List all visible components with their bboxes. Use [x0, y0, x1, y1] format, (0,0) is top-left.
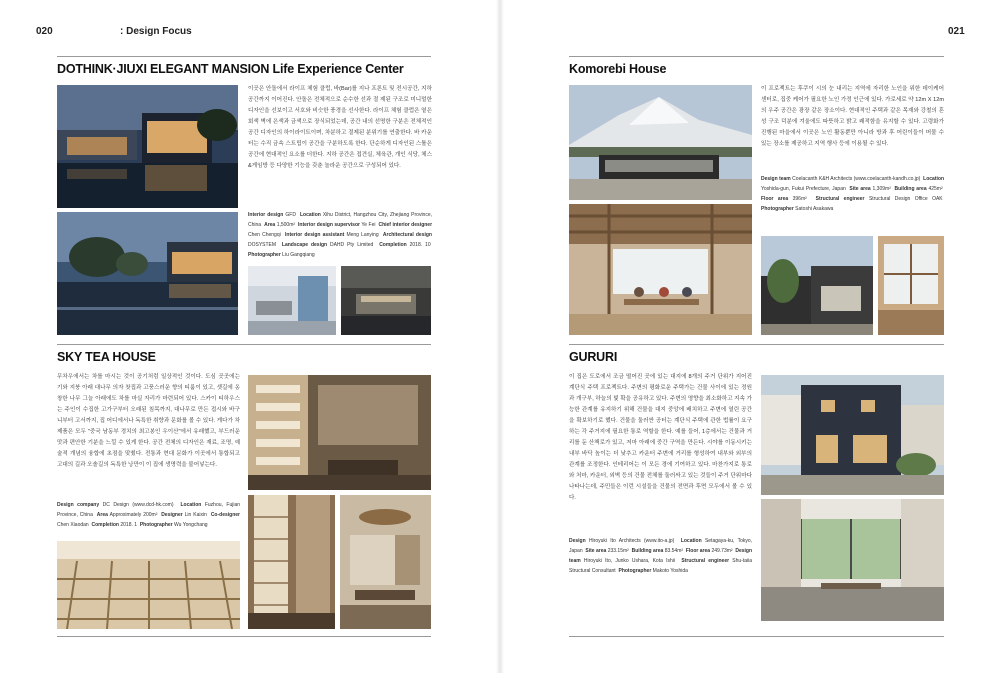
- credit-value: Structural Design Office OAK: [868, 196, 943, 202]
- credit-value: Approximately 200m²: [109, 512, 158, 518]
- tea-house-shelves-photo: [248, 375, 431, 490]
- credit-value: 2018. 10: [409, 242, 431, 248]
- komorebi-exterior-photo: [569, 85, 752, 200]
- credit-label: Chief interior designer: [378, 222, 433, 228]
- komorebi-interior-photo: [569, 204, 752, 335]
- credit-label: Interior design: [248, 212, 284, 218]
- left-page-number: 020: [36, 26, 53, 37]
- gururi-exterior-photo: [761, 375, 944, 495]
- credit-label: Designer: [161, 512, 183, 518]
- tea-house-floor-photo: [57, 541, 240, 629]
- credit-value: 2018. 1: [120, 522, 138, 528]
- credit-value: Liu Gangqiang: [282, 252, 315, 258]
- project-description: 무차우에서는 차를 마시는 것이 공기처럼 일상적인 것이다. 도심 곳곳에는 기와 지붕 아래 대나무 의자 찻집과 고풍스러운 향의 티룸이 있고, 셋길에 옹창한 나무 그늘 아래에도 차를 마실 자리가 마련되어 있다. 스카이 티하우스는 주인이 수집한 고가구부터 오래된 침목까지, 대나무로 만든 접시와 바구니부터 고서까지, 집 어디에서나 독특한 취향과 문화를 볼 수 있다. 게다가 차 제품은 모두 "중국 남동부 경치의 최고봉인 우이산"에서 유래했고, 부드러운 맛과 편안한 기분을 느낄 수 있게 한다. 공간 전체의 디자인은 재료, 조명, 예술적 개념의 융합에 초점을 맞췄다. 전통과 현대 문화가 이곳에서 통합되고 고대의 길과 오솔길의 독특한 낭만이 이 집에 생명력을 불어넣는다.: [57, 374, 240, 468]
- credit-label: Structural engineer: [815, 196, 865, 202]
- komorebi-facade-photo: [761, 236, 873, 335]
- credit-label: Co-designer: [210, 512, 240, 518]
- project-credits: [761, 174, 944, 214]
- project-description: 이 프로젝트는 후쿠이 시의 눈 내리는 지역에 자리한 노인을 위한 데이케어 센터로, 집중 케어가 필요한 노인 가정 인근에 있다. 가로세로 약 12m X 12m의 우주 공간은 광장 같은 장소이다. 현대적인 주택과 같은 목재와 강철의 혼성 구조 덕분에 겨울에도 따뜻하고 밝고 쾌적함을 유지할 수 있다. 고령화가 진행된 마을에서 이곳은 노인 활동뿐만 아니라 방과 후 어린이들이 머물 수 있는 장소를 제공하고 지역 행사 등에 이용될 수 있다.: [761, 86, 944, 147]
- credit-label: Area: [96, 512, 108, 518]
- credit-label: Floor area: [685, 548, 711, 554]
- credit-label: Site area: [849, 186, 871, 192]
- credit-label: Completion: [379, 242, 407, 248]
- credit-value: Fuzhou, Fujian Province, China: [57, 502, 241, 518]
- project-description: 이곳은 안돌에서 라이프 체험 클럽, 바(Bar)를 지나 프론트 및 전시공간, 지하 공간까지 이어진다. 안돌은 전체적으로 순수한 선과 절 제된 구조로 미니멀한 디자인을 선보이고 서호와 비슷한 풍경을 선사한다. 라이프 체험 클럽은 옅은 회색 벽에 은색과 금색으로 장식되었는데, 공간 내의 선명한 구분은 전체적인 공간 디자인의 하이라이트이며, 차분하고 절제된 분위기를 연출한다. 바 카운터는 수직 금속 스트립이 공간을 구분하도록 한다. 단순하게 디자인된 스툴은 공간에 현대적인 요소를 더한다. 지하 공간은 접견실, 체육관, 개인 식당, 체스&게임방 등 다양한 기능을 갖춘 놀라운 공간으로 구성되어 있다.: [248, 86, 432, 169]
- tea-house-bookcase-photo: [248, 495, 335, 629]
- credit-value: Yoshida-gun, Fukui Prefecture, Japan: [761, 186, 846, 192]
- credit-label: Photographer: [139, 522, 173, 528]
- credit-label: Floor area: [761, 196, 789, 202]
- divider-rule: [57, 56, 431, 57]
- divider-rule: [569, 344, 944, 345]
- credit-value: DAHD Pty Limited: [329, 242, 374, 248]
- tea-house-lamp-photo: [340, 495, 431, 629]
- credit-value: Lin Kaixin: [184, 512, 207, 518]
- credit-value: Chen Chengqi: [248, 232, 281, 238]
- project-credits: [57, 500, 240, 530]
- credit-label: Landscape design: [281, 242, 328, 248]
- credit-value: 233.15m²: [607, 548, 629, 554]
- mansion-exterior-photo: [57, 85, 238, 208]
- project-description: 이 집은 도로에서 조금 떨어진 곳에 있는 대지에 8개의 주거 단위가 지어진 계단식 주택 프로젝트다. 주변의 평화로운 주택가는 건물 사이에 있는 정원과 개구부, 하늘의 빛 확을 공유하고 있다. 주변의 영향을 최소화하고 지속 가능한 관계를 유지하기 위해 건물을 대지 중앙에 배치하고 주변에 열린 공간을 확보하기로 했다. 건물을 둘러싼 공터는 계단식 주택에 관한 법률이 요구하는 각 주거지에 필요한 통로 역할을 한다. 예를 들어, 1층에서는 건물과 거리를 둔 산책로가 있고, 저마 아래에 중간 구역을 만든다. 시야를 이동시키는 내부 바닥 높이는 더 낮추고 카운터 주변에 거리를 형성하여 내부와 외부의 관계를 조정한다. 인테리어는 이 모든 경에 기여하고 있다. 마찬가지로 통로와 처마, 카운터, 외벽 등의 건물 전체를 둘러싸고 있는 것들이 주거 단위마다 나타나는데, 주민들은 이런 시설들을 건물의 전면과 후면 모두에서 볼 수 있다.: [569, 374, 752, 501]
- credit-label: Building area: [894, 186, 927, 192]
- credit-label: Interior design supervisor: [298, 222, 360, 228]
- credit-value: 1,500m²: [276, 222, 296, 228]
- credit-label: Interior design assistant: [285, 232, 345, 238]
- credit-label: Location: [299, 212, 321, 218]
- project-title: DOTHINK·JIUXI ELEGANT MANSION Life Experience Center: [57, 62, 404, 76]
- mansion-basement-photo: [341, 266, 431, 335]
- credit-value: Hiroyuki Ito Architects (www.ito-a.jp): [588, 538, 675, 544]
- mansion-interior-photo: [248, 266, 336, 335]
- credit-value: DC Design (www.dcd-hk.com): [102, 502, 174, 508]
- credit-label: Completion: [91, 522, 119, 528]
- divider-rule: [57, 344, 431, 345]
- credit-value: 249.73m²: [711, 548, 733, 554]
- credit-value: 1,309m²: [872, 186, 891, 192]
- page-spine: [496, 0, 504, 673]
- credit-value: Chen Xiaodan: [57, 522, 89, 528]
- credit-value: Makoto Yoshida: [652, 568, 688, 574]
- credit-value: Ye Fei: [361, 222, 376, 228]
- credit-label: Design team: [569, 548, 753, 564]
- credit-value: 396m²: [792, 196, 807, 202]
- credit-value: Xihu District, Hangzhou City, Zhejiang Province, China: [248, 212, 433, 228]
- project-credits: [569, 536, 752, 576]
- credit-value: Shu-taiia Structural Consultant: [569, 558, 753, 574]
- credit-value: Satoshi Asakawa: [795, 206, 834, 212]
- credit-value: Hiroyuki Ito, Junko Ushara, Kota Ishii: [583, 558, 675, 564]
- credit-label: Design: [569, 538, 586, 544]
- right-page-number: 021: [948, 26, 965, 37]
- credit-value: DOSYSTEM: [248, 242, 277, 248]
- credit-label: Location: [923, 176, 945, 182]
- credit-value: GFD: [285, 212, 296, 218]
- credit-label: Photographer: [618, 568, 652, 574]
- credit-label: Location: [180, 502, 202, 508]
- credit-value: 83.54m²: [664, 548, 684, 554]
- credit-label: Area: [264, 222, 276, 228]
- credit-label: Building area: [631, 548, 664, 554]
- project-title: SKY TEA HOUSE: [57, 350, 156, 364]
- credit-value: Coelacanth K&H Architects (www.coelacanth-kandh.co.jp): [792, 176, 921, 182]
- credit-value: Meng Lanying: [346, 232, 379, 238]
- project-title: GURURI: [569, 350, 618, 364]
- credit-label: Design company: [57, 502, 100, 508]
- credit-value: Setagaya-ku, Tokyo, Japan: [569, 538, 753, 554]
- credit-label: Photographer: [761, 206, 794, 212]
- divider-rule: [569, 636, 944, 637]
- credit-label: Location: [680, 538, 702, 544]
- credit-value: Wu Yongchang: [174, 522, 208, 528]
- project-title: Komorebi House: [569, 62, 667, 76]
- credit-value: 425m²: [928, 186, 943, 192]
- divider-rule: [569, 56, 944, 57]
- divider-rule: [57, 636, 431, 637]
- credit-label: Architectural design: [382, 232, 432, 238]
- credit-label: Design team: [761, 176, 791, 182]
- section-label: : Design Focus: [120, 26, 192, 37]
- mansion-courtyard-photo: [57, 212, 238, 335]
- credit-label: Site area: [585, 548, 607, 554]
- project-credits: [248, 210, 432, 260]
- gururi-interior-photo: [761, 499, 944, 621]
- credit-label: Structural engineer: [681, 558, 730, 564]
- komorebi-window-photo: [878, 236, 944, 335]
- credit-label: Photographer: [248, 252, 281, 258]
